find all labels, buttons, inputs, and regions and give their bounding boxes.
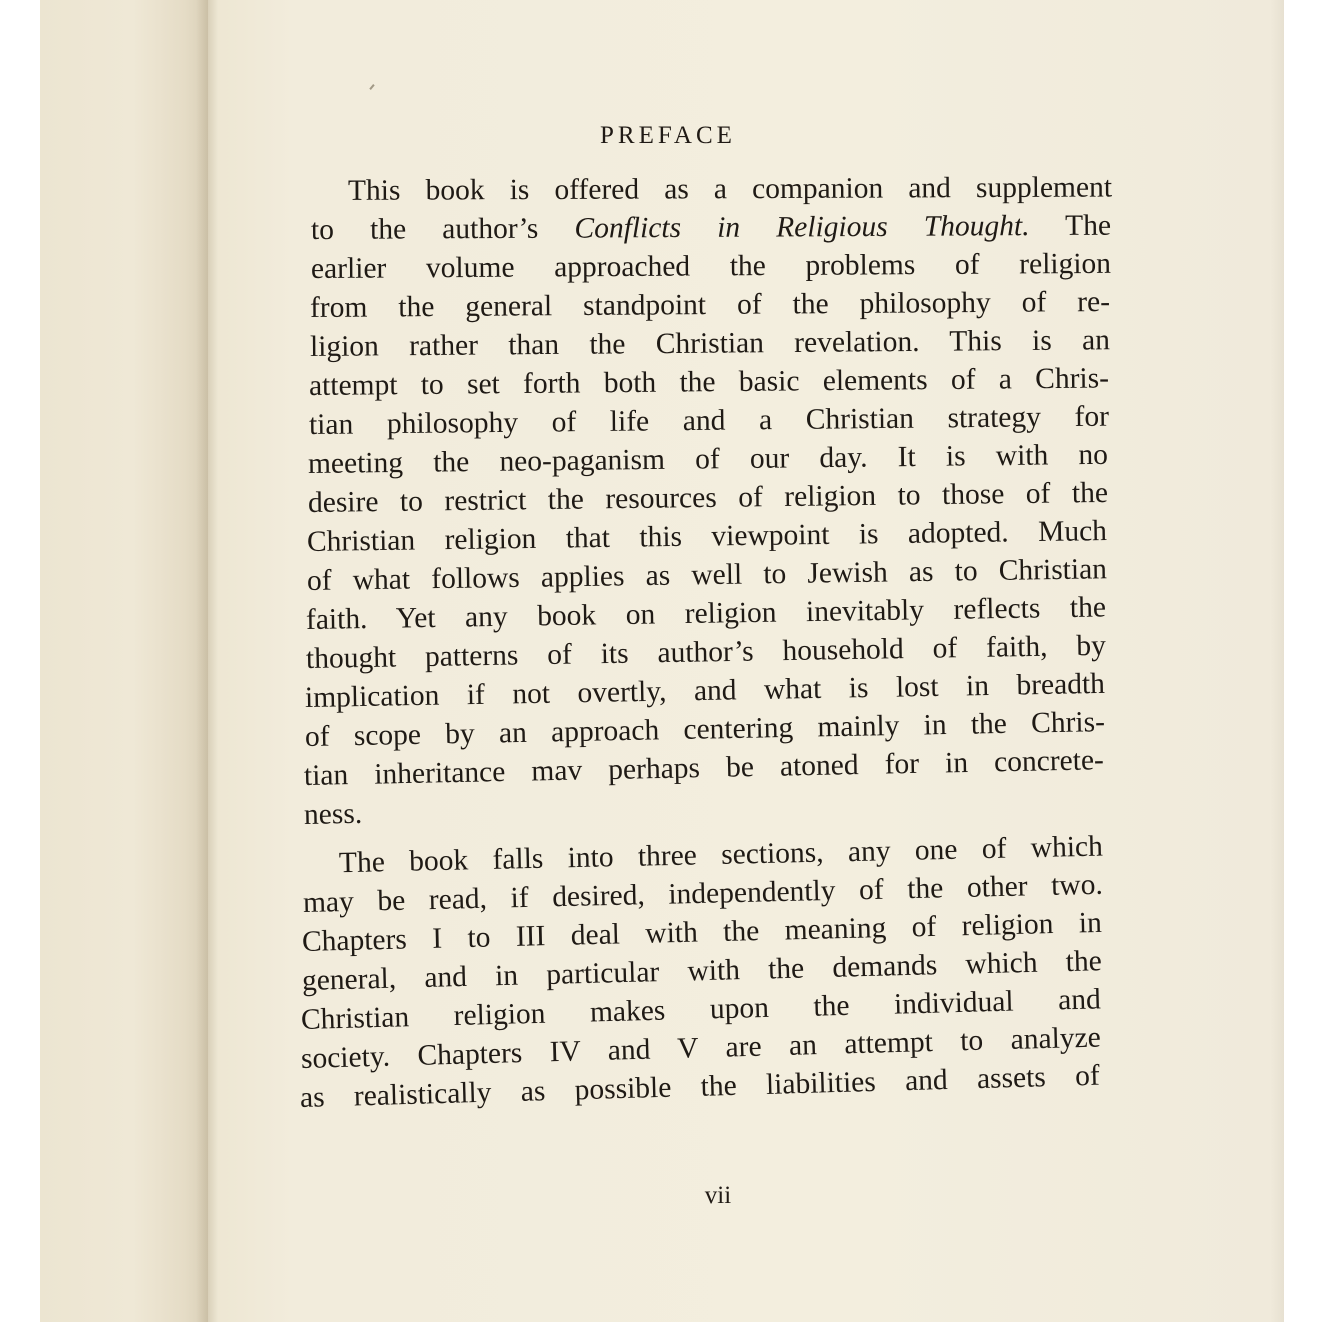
text-line: of what follows applies as well to Jewish as to Christian: [306, 553, 1108, 597]
text-line: The book falls into three sections, any one of which: [338, 830, 1104, 880]
text-line: desire to restrict the resources of religion to those of the: [307, 476, 1109, 519]
text-line: tian inheritance mav perhaps be atoned for in concrete-: [303, 744, 1105, 792]
text-line: faith. Yet any book on religion inevitably reflects the: [305, 591, 1107, 636]
text-line: tian philosophy of life and a Christian strategy for: [308, 400, 1110, 441]
text-line: ligion rather than the Christian revelation. This is an: [309, 324, 1111, 363]
book-title-italic: Conflicts in Religious Thought.: [574, 210, 1030, 245]
line-text: The: [1029, 209, 1112, 243]
text-line: from the general standpoint of the philosophy of re-: [309, 285, 1111, 324]
preface-text: [299, 171, 1113, 1118]
text-line: thought patterns of its author’s household of faith, by: [305, 629, 1107, 675]
text-line: [311, 207, 1111, 250]
paragraph-1: [303, 171, 1113, 835]
page-title: PREFACE: [600, 122, 736, 149]
page-number: vii: [704, 1182, 732, 1209]
text-line: ness.: [303, 797, 363, 831]
line-text: to the author’s: [310, 212, 575, 246]
text-line: society. Chapters IV and V are an attempt to analyze: [300, 1021, 1102, 1075]
text-line: general, and in particular with the demands which the: [301, 945, 1103, 997]
text-line: earlier volume approached the problems of religion: [310, 247, 1112, 285]
text-line: Christian religion makes upon the individual and: [300, 983, 1102, 1036]
text-line: as realistically as possible the liabilities and assets of: [299, 1059, 1101, 1114]
left-page: [40, 0, 208, 1322]
text-line: Christian religion that this viewpoint is adopted. Much: [306, 515, 1108, 558]
book-gutter: [196, 0, 218, 1322]
page-edge-shadow: [1270, 0, 1284, 1322]
text-line: Chapters I to III deal with the meaning of religion in: [301, 906, 1103, 958]
text-line: This book is offered as a companion and supplement: [347, 171, 1113, 207]
paragraph-2: [299, 830, 1112, 1118]
text-line: meeting the neo-paganism of our day. It is with no: [307, 438, 1109, 480]
text-line: may be read, if desired, independently of the other two.: [302, 868, 1104, 919]
text-line: implication if not overtly, and what is lost in breadth: [304, 667, 1106, 714]
text-line: of scope by an approach centering mainly in the Chris-: [304, 706, 1106, 753]
text-line: attempt to set forth both the basic elements of a Chris-: [308, 362, 1110, 402]
